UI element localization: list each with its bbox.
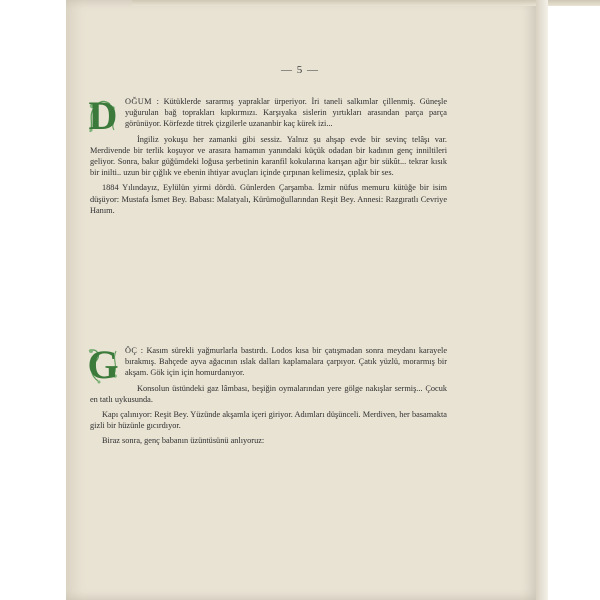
dropcap-letter: D [88,93,118,138]
paragraph-text: : Kütüklerde sararmış yapraklar ürperiyor. İri taneli salkımlar çillenmiş. Güneşle yuğurulan bağ toprakları kıpkırmızı. Karşıyaka sislerin yırtıkları arasından parça parça görünüyor. Körfezde titrek çizgilerle uzananbir kaç kürek izi... [125,97,447,129]
paragraph [90,96,447,130]
paragraph [90,345,447,379]
section-lead-word: OĞUM [125,97,152,106]
dropcap-ornament [86,93,120,138]
section-dogum [88,93,447,220]
paragraph: Konsolun üstündeki gaz lâmbası, beşiğin oymalarından yere gölge nakışlar sermiş... Çocuk en tatlı uykusunda. [90,383,447,404]
paragraph: Kapı çalınıyor: Reşit Bey. Yüzünde akşamla içeri giriyor. Adımları düşünceli. Merdiven, her basamakta gizli bir hüzünle gıcırdıyor. [90,410,447,431]
section-goc [87,342,448,451]
section-lead-word: ÖÇ [125,346,138,355]
book-page [66,0,536,600]
paragraph: İngiliz yokuşu her zamanki gibi sessiz. Yalnız şu ahşap evde bir sevinç telâşı var. Merdivende bir terlik koşuyor ve arasıra hamamın yanındaki küçük odadan bir kadının genç inniltileri geliyor. Sonra, bakır güğümdeki loğusa şerbetinin karanfil kokularına karışan ağır bir sükût... tekrar kısık bir inilti.. uzun bir çığlık ve ebenin ihtiyar avuçları içinde çırpınan kelimesiz, çıplak bir ses. [90,134,447,178]
paragraph: 1884 Yılındayız, Eylülün yirmi dördü. Günlerden Çarşamba. İzmir nüfus memuru kütüğe bir isim düşüyor: Mustafa İsmet Bey. Babası: Malatyalı, Kürümoğullarından Reşit Bey. Annesi: Razgıratlı Cevriye Hanım. [90,183,447,215]
page-number: — 5 — [281,64,319,76]
paragraph: Biraz sonra, genç babanın üzüntüsünü anlıyoruz: [102,436,265,446]
paragraph-text: : Kasım sürekli yağmurlarla bastırdı. Lodos kısa bir çatışmadan sonra meydanı karayele bırakmış. Bahçede ayva ağacının ıslak dalları kaplamalara çarpıyor. Çatık yüzlü, morarmış bir akşam. Gök için için homurdanıyor. [125,346,448,378]
page-top-edge [132,0,600,6]
page-right-edge [536,0,548,600]
dropcap-letter: G [87,342,119,387]
dropcap-ornament [86,342,120,387]
